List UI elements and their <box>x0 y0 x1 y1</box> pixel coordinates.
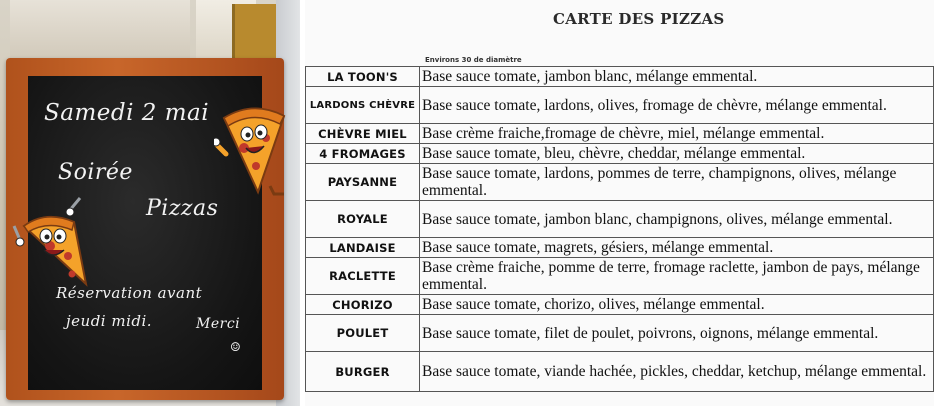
menu-photo <box>305 0 934 406</box>
menu-subtitle: Environs 30 de diamètre <box>425 56 522 64</box>
menu-title: CARTE DES PIZZAS <box>553 10 725 28</box>
pizza-description: Base sauce tomate, chorizo, olives, mélange emmental. <box>420 295 934 315</box>
chalk-event-line2: Pizzas <box>146 196 219 221</box>
chalk-reservation-line1: Réservation avant <box>56 284 203 302</box>
pizza-description: Base sauce tomate, bleu, chèvre, cheddar, mélange emmental. <box>420 144 934 164</box>
background-shelf <box>10 0 190 58</box>
table-row <box>306 87 934 124</box>
pizza-description: Base sauce tomate, viande hachée, pickles, cheddar, ketchup, mélange emmental. <box>420 352 934 392</box>
chalk-thanks: Merci <box>196 316 241 332</box>
pizza-name: LA TOON'S <box>306 67 420 87</box>
pizza-description: Base sauce tomate, filet de poulet, poivrons, oignons, mélange emmental. <box>420 315 934 352</box>
pizza-description: Base sauce tomate, jambon blanc, mélange emmental. <box>420 67 934 87</box>
menu-table <box>305 66 934 392</box>
background-door <box>232 4 278 64</box>
pizza-name: ROYALE <box>306 201 420 238</box>
table-row <box>306 144 934 164</box>
chalk-reservation-line2: jeudi midi. <box>66 312 153 330</box>
pizza-description: Base crème fraiche,fromage de chèvre, miel, mélange emmental. <box>420 124 934 144</box>
pizza-slice-mascot-icon <box>214 104 292 196</box>
table-row <box>306 201 934 238</box>
pizza-description: Base sauce tomate, lardons, pommes de terre, champignons, olives, mélange emmental. <box>420 164 934 201</box>
table-row <box>306 352 934 392</box>
pizza-description: Base sauce tomate, magrets, gésiers, mélange emmental. <box>420 238 934 258</box>
pizza-name: 4 FROMAGES <box>306 144 420 164</box>
pizza-name: CHORIZO <box>306 295 420 315</box>
pizza-name: CHÈVRE MIEL <box>306 124 420 144</box>
pizza-name: LARDONS CHÈVRE <box>306 87 420 124</box>
pizza-description: Base crème fraiche, pomme de terre, fromage raclette, jambon de pays, mélange emmental. <box>420 258 934 295</box>
table-row <box>306 258 934 295</box>
table-row <box>306 67 934 87</box>
pizza-name: BURGER <box>306 352 420 392</box>
pizza-description: Base sauce tomate, jambon blanc, champignons, olives, mélange emmental. <box>420 201 934 238</box>
pizza-slice-mascot-icon <box>10 196 94 292</box>
table-row <box>306 315 934 352</box>
chalkboard-photo <box>0 0 300 406</box>
pizza-name: POULET <box>306 315 420 352</box>
table-row <box>306 238 934 258</box>
chalk-event-line1: Soirée <box>58 160 133 185</box>
pizza-name: RACLETTE <box>306 258 420 295</box>
pizza-name: PAYSANNE <box>306 164 420 201</box>
table-row <box>306 295 934 315</box>
pizza-description: Base sauce tomate, lardons, olives, fromage de chèvre, mélange emmental. <box>420 87 934 124</box>
table-row <box>306 124 934 144</box>
table-row <box>306 164 934 201</box>
chalk-date: Samedi 2 mai <box>44 100 210 126</box>
chalk-smiley: ☺ <box>230 340 242 354</box>
pizza-name: LANDAISE <box>306 238 420 258</box>
